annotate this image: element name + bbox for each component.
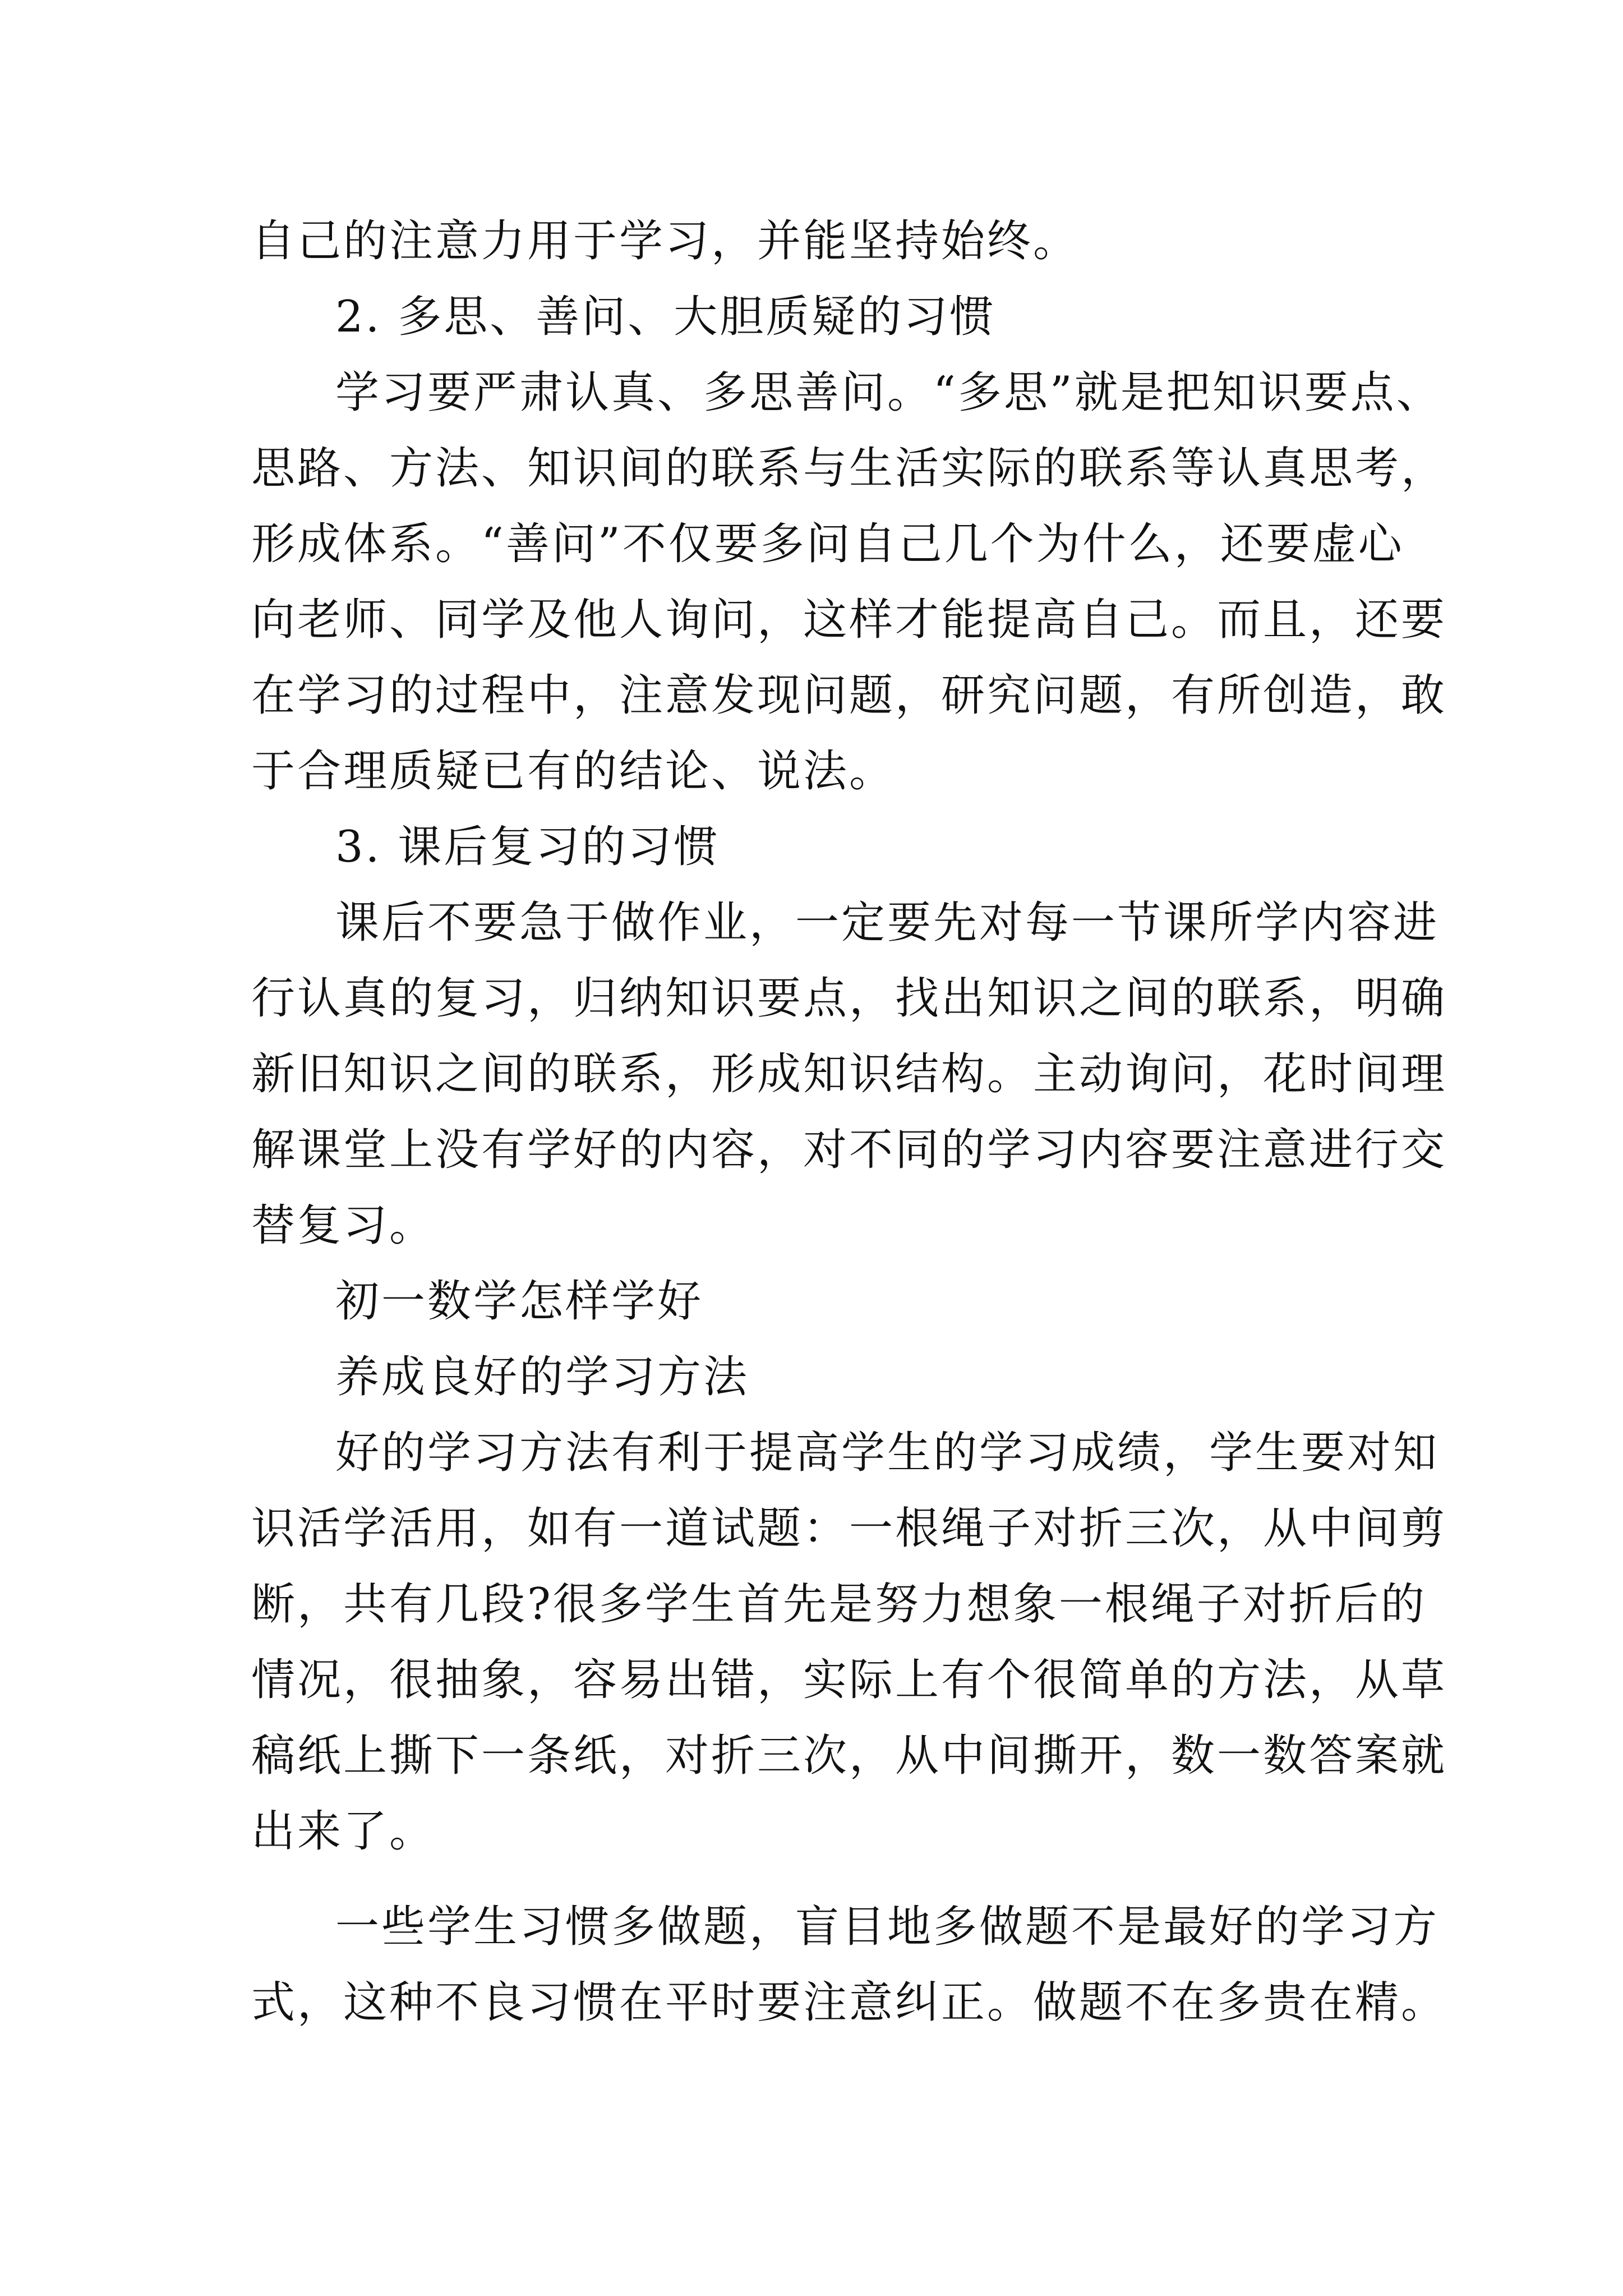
- text-line: 识活学活用，如有一道试题：一根绳子对折三次，从中间剪: [251, 1503, 1447, 1554]
- text-line: 稿纸上撕下一条纸，对折三次，从中间撕开，数一数答案就: [251, 1731, 1447, 1781]
- text-line: 情况，很抽象，容易出错，实际上有个很简单的方法，从草: [251, 1655, 1447, 1705]
- text-line: 出来了。: [251, 1806, 436, 1857]
- text-line: 思路、方法、知识间的联系与生活实际的联系等认真思考，: [251, 443, 1447, 494]
- text-line: 在学习的过程中，注意发现问题，研究问题，有所创造，敢: [251, 670, 1447, 721]
- text-line: 断，共有几段?很多学生首先是努力想象一根绳子对折后的: [251, 1579, 1427, 1630]
- text-line: 行认真的复习，归纳知识要点，找出知识之间的联系，明确: [251, 973, 1447, 1024]
- section-heading: 养成良好的学习方法: [335, 1352, 750, 1402]
- text-line: 好的学习方法有利于提高学生的学习成绩，学生要对知: [335, 1428, 1440, 1478]
- text-line: 替复习。: [251, 1200, 436, 1251]
- text-line: 向老师、同学及他人询问，这样才能提高自己。而且，还要: [251, 595, 1447, 645]
- text-line: 形成体系。“善问”不仅要多问自己几个为什么，还要虚心: [251, 519, 1404, 569]
- text-line: 学习要严肃认真、多思善问。“多思”就是把知识要点、: [335, 367, 1442, 418]
- text-line: 解课堂上没有学好的内容，对不同的学习内容要注意进行交: [251, 1125, 1447, 1175]
- text-line: 式，这种不良习惯在平时要注意纠正。做题不在多贵在精。: [251, 1977, 1447, 2028]
- text-line: 自己的注意力用于学习，并能坚持始终。: [251, 216, 1080, 266]
- text-line: 新旧知识之间的联系，形成知识结构。主动询问，花时间理: [251, 1049, 1447, 1099]
- text-line: 一些学生习惯多做题，盲目地多做题不是最好的学习方: [335, 1902, 1440, 1952]
- section-heading: 3. 课后复习的习惯: [335, 822, 720, 872]
- section-heading: 2. 多思、善问、大胆质疑的习惯: [335, 292, 996, 342]
- section-heading: 初一数学怎样学好: [335, 1276, 704, 1327]
- text-line: 于合理质疑已有的结论、说法。: [251, 746, 896, 797]
- text-line: 课后不要急于做作业，一定要先对每一节课所学内容进: [335, 898, 1440, 948]
